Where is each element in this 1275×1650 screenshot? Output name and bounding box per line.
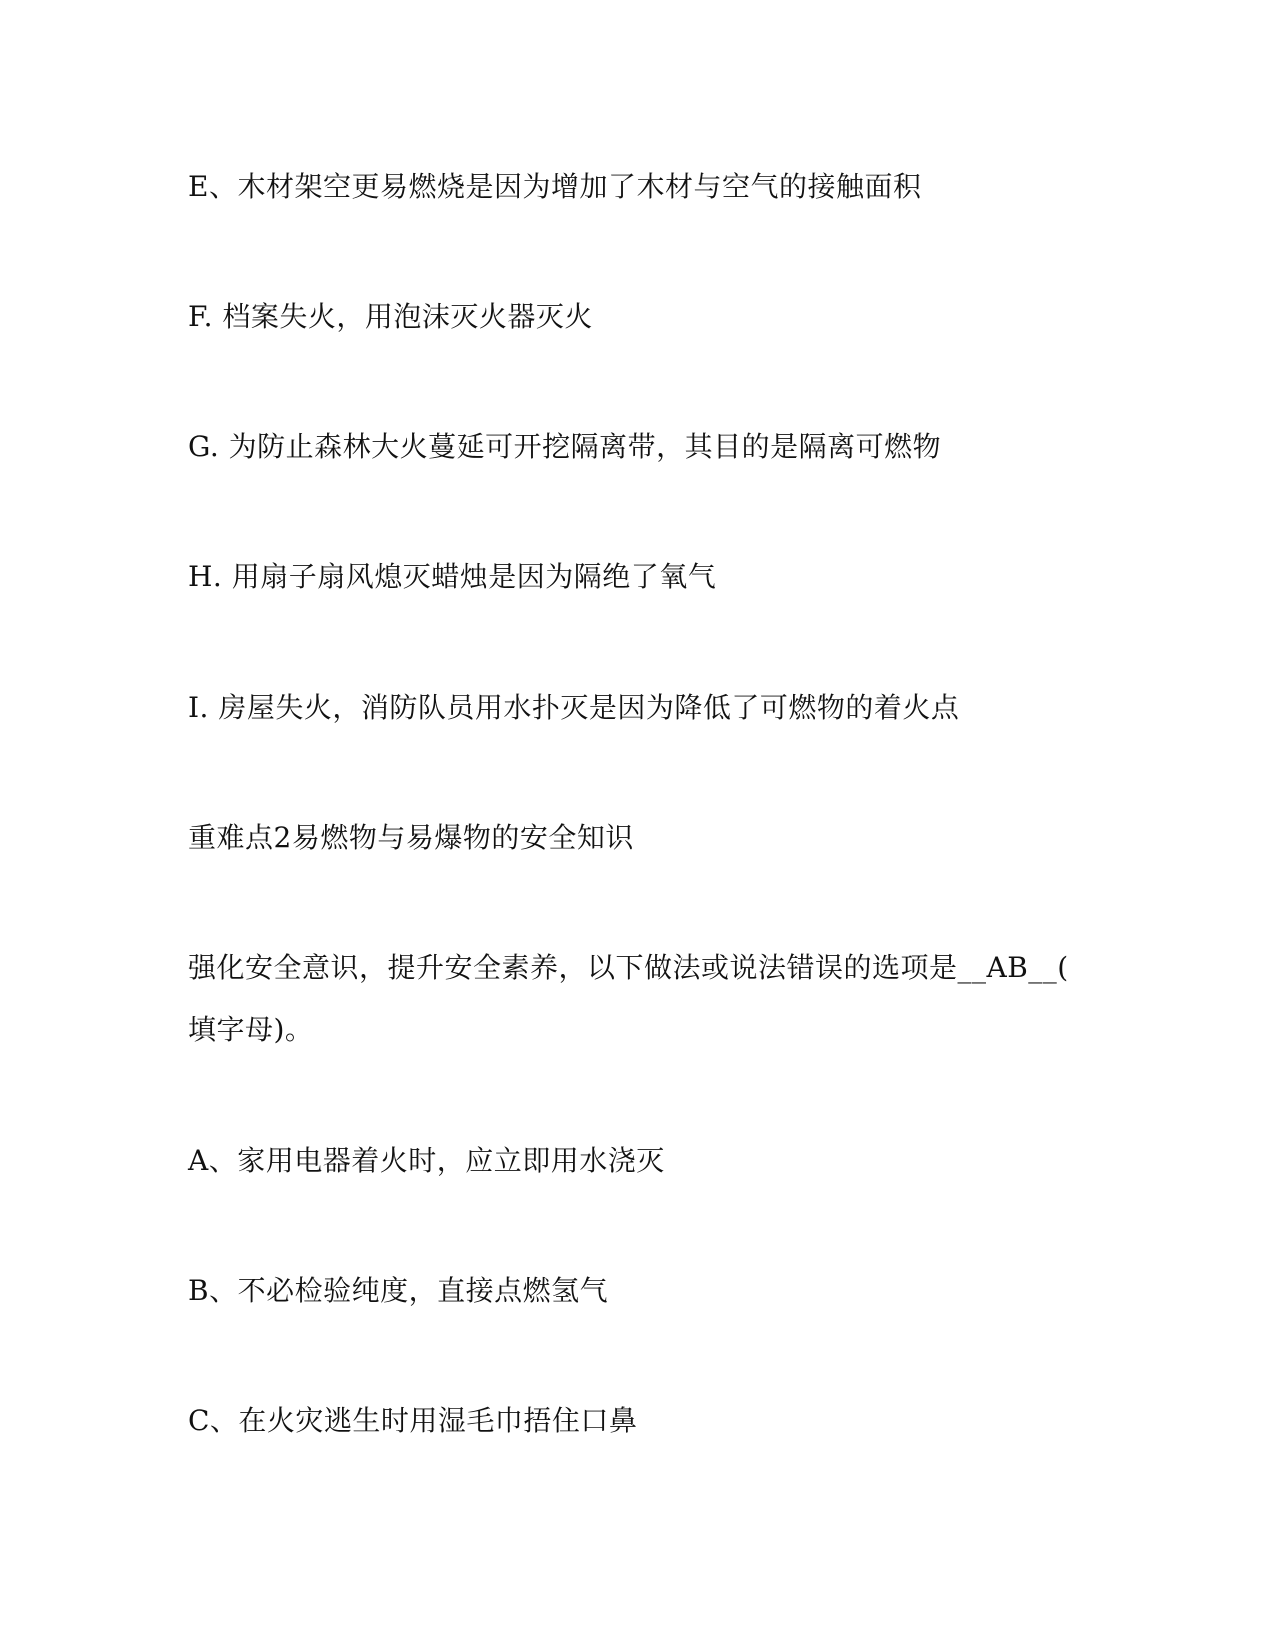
section-heading: 重难点2易燃物与易爆物的安全知识 <box>188 821 634 854</box>
option-h-text: H. 用扇子扇风熄灭蜡烛是因为隔绝了氧气 <box>188 560 717 593</box>
question-text-line-1: 强化安全意识，提升安全素养，以下做法或说法错误的选项是__AB__( <box>188 951 1069 984</box>
option-a-text: A、家用电器着火时，应立即用水浇灭 <box>188 1144 665 1177</box>
option-b-text: B、不必检验纯度，直接点燃氢气 <box>188 1274 609 1307</box>
option-e-text: E、木材架空更易燃烧是因为增加了木材与空气的接触面积 <box>188 170 922 203</box>
option-i-text: I. 房屋失火，消防队员用水扑灭是因为降低了可燃物的着火点 <box>188 691 960 724</box>
question-text-line-2: 填字母)。 <box>188 1013 314 1046</box>
option-c-text: C、在火灾逃生时用湿毛巾捂住口鼻 <box>188 1404 638 1437</box>
option-g-text: G. 为防止森林大火蔓延可开挖隔离带，其目的是隔离可燃物 <box>188 430 942 463</box>
option-f-text: F. 档案失火，用泡沫灭火器灭火 <box>188 300 593 333</box>
